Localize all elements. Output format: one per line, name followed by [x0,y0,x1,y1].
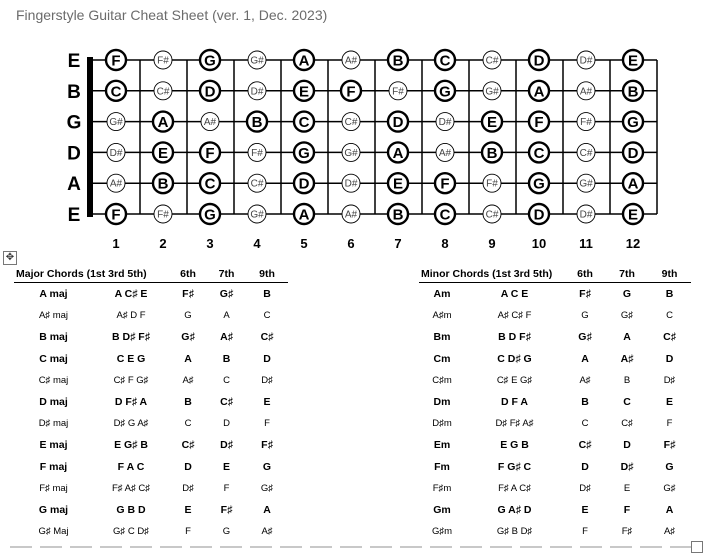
note-label: A [298,52,310,70]
table-row [14,283,288,305]
page-title: Fingerstyle Guitar Cheat Sheet (ver. 1, Dec. 2023) [16,7,328,23]
chord-name: Dm [433,395,451,408]
ninth-note: F [666,417,673,429]
chord-name: B maj [39,330,68,343]
table-row [14,391,288,413]
string-label: G [66,112,82,134]
note-label: A# [344,209,358,221]
seventh-note: D [623,438,631,451]
table-row [14,477,288,499]
table-row [14,413,288,435]
note-label: D [533,52,545,70]
note-label: F# [580,117,592,129]
table-row [419,283,691,305]
chord-name: Cm [433,352,451,365]
sixth-note: D [581,460,589,473]
note-label: F [111,206,121,224]
note-label: F [346,83,356,101]
note-label: G [533,175,545,193]
ninth-note: A [665,503,674,516]
sixth-note: G [581,309,589,321]
ninth-note: C♯ [663,330,676,343]
seventh-note: F [623,503,631,516]
seventh-note: G♯ [219,287,234,300]
sixth-note: G♯ [181,330,195,343]
note-label: F# [392,86,404,98]
fret-number: 1 [112,236,120,251]
ninth-note: A♯ [663,525,676,537]
note-label: E [627,206,639,224]
chord-name: C♯m [432,374,452,386]
note-label: C# [485,55,499,67]
sixth-note: D♯ [182,482,194,494]
chord-name: D♯ maj [38,417,69,429]
note-label: A# [109,178,123,190]
table-row [14,326,288,348]
note-label: C# [579,147,593,159]
table-row [419,326,691,348]
sixth-note: C [581,417,589,429]
note-label: A# [344,55,358,67]
note-label: G# [579,178,593,190]
ninth-note: D♯ [663,374,676,386]
sixth-note: G♯ [578,330,592,343]
chord-name: F maj [39,460,68,473]
fret-number: 12 [625,236,641,251]
note-label: D# [579,55,593,67]
chord-notes: A♯ C♯ F [497,309,532,321]
chord-notes: E G B [500,438,529,451]
table-row [14,434,288,456]
note-label: C [533,144,545,162]
sixth-note: A [581,352,589,365]
note-label: F# [486,178,498,190]
note-label: D# [438,117,452,129]
fret-number: 10 [531,236,547,251]
note-label: D# [250,86,264,98]
fret-number: 11 [579,236,593,251]
ninth-note: G♯ [260,482,274,494]
note-label: B [392,206,404,224]
note-label: E [486,114,498,132]
chord-notes: C♯ F G♯ [113,374,149,386]
chord-name: Am [433,287,451,300]
major-chords-table [14,265,288,542]
note-label: A# [203,117,217,129]
chord-notes: G B D [116,503,146,516]
sixth-note: D [184,460,192,473]
note-label: D# [344,178,358,190]
table-row [419,477,691,499]
note-label: E [298,83,310,101]
note-label: E [392,175,404,193]
header-7th: 7th [207,265,246,283]
note-label: C [204,175,216,193]
table-row [14,521,288,543]
ninth-note: F♯ [663,438,676,451]
header-9th: 9th [648,265,691,283]
page-edge [10,546,692,548]
note-label: C# [156,86,170,98]
table-row [14,348,288,370]
chord-name: G maj [38,503,69,516]
ninth-note: F [264,417,270,429]
note-label: D [298,175,310,193]
chord-notes: G A♯ D [497,503,532,516]
sixth-note: C♯ [578,438,592,451]
ninth-note: D [263,352,271,365]
chord-name: Gm [433,503,451,516]
seventh-note: F [223,482,230,494]
seventh-note: A [223,309,230,321]
ninth-note: C♯ [260,330,274,343]
table-row [419,434,691,456]
note-label: A [627,175,639,193]
header-9th: 9th [246,265,288,283]
note-label: G [204,206,216,224]
note-label: C [110,83,122,101]
table-header [14,265,288,283]
note-label: F [205,144,215,162]
sixth-note: C [184,417,192,429]
chord-notes: C D♯ G [497,352,532,365]
seventh-note: G♯ [620,309,634,321]
fret-number: 9 [488,236,496,251]
chord-notes: F A C [117,460,145,473]
note-label: D# [579,209,593,221]
table-row [419,369,691,391]
chord-notes: A C♯ E [114,287,148,300]
seventh-note: C [223,374,230,386]
chord-notes: G♯ B D♯ [496,525,533,537]
seventh-note: G [622,287,632,300]
header-7th: 7th [606,265,648,283]
note-label: G [298,144,310,162]
note-label: B [486,144,498,162]
chord-name: Bm [433,330,451,343]
chord-name: G♯m [431,525,453,537]
table-row [14,499,288,521]
note-label: D [627,144,639,162]
seventh-note: F♯ [220,503,233,516]
sixth-note: E [581,503,589,516]
seventh-note: G [222,525,231,537]
ninth-note: C [666,309,673,321]
chord-name: F♯ maj [39,482,68,494]
chord-name: C maj [39,352,68,365]
table-row [14,456,288,478]
chord-notes: E G♯ B [114,438,148,451]
sixth-note: E [184,503,192,516]
note-label: D# [109,147,123,159]
note-label: G# [250,55,264,67]
chord-notes: F♯ A♯ C♯ [111,482,150,494]
note-label: D [204,83,216,101]
fret-number: 3 [206,236,214,251]
fretboard-diagram [0,0,714,260]
string-label: B [67,81,81,103]
chord-notes: A♯ D F [116,309,146,321]
note-label: A [392,144,404,162]
note-label: G# [485,86,499,98]
chord-notes: C♯ E G♯ [496,374,533,386]
note-label: C# [344,117,358,129]
note-label: A# [579,86,593,98]
chord-notes: F♯ A C♯ [498,482,531,494]
note-label: E [627,52,639,70]
note-label: A# [438,147,452,159]
seventh-note: C [623,395,631,408]
note-label: B [157,175,169,193]
ninth-note: G♯ [663,482,676,494]
fret-number: 2 [159,236,167,251]
note-label: G [204,52,216,70]
ninth-note: G [262,460,272,473]
string-label: A [67,174,81,196]
header-chords: Minor Chords (1st 3rd 5th) [419,265,564,283]
ninth-note: A [263,503,271,516]
chord-name: C♯ maj [38,374,69,386]
fret-number: 7 [394,236,402,251]
table-row [419,391,691,413]
seventh-note: D♯ [220,438,233,451]
ninth-note: D♯ [261,374,273,386]
chord-notes: D F♯ A [114,395,148,408]
header-6th: 6th [169,265,207,283]
ninth-note: A♯ [261,525,273,537]
seventh-note: E [623,482,631,494]
sixth-note: F♯ [182,287,194,300]
seventh-note: D♯ [620,460,634,473]
ninth-note: F♯ [261,438,273,451]
note-label: D [392,114,404,132]
note-label: D [533,206,545,224]
chord-name: A♯ maj [38,309,69,321]
note-label: C [298,114,310,132]
ninth-note: D [665,352,674,365]
ninth-note: G [665,460,674,473]
note-label: F# [157,55,169,67]
chord-name: D♯m [432,417,452,429]
chord-notes: B D F♯ [498,330,531,343]
fret-number: 8 [441,236,449,251]
header-6th: 6th [564,265,606,283]
note-label: C [439,206,451,224]
sixth-note: F♯ [579,287,591,300]
sixth-note: G [184,309,192,321]
ninth-note: E [665,395,673,408]
string-label: E [67,51,81,72]
note-label: B [251,114,263,132]
seventh-note: A♯ [620,352,634,365]
chord-notes: D♯ F♯ A♯ [495,417,534,429]
note-label: B [627,83,639,101]
table-row [419,413,691,435]
chord-name: Fm [434,460,450,473]
note-label: G [439,83,451,101]
table-row [419,499,691,521]
chord-name: A♯m [432,309,452,321]
chord-notes: F G♯ C [497,460,532,473]
seventh-note: E [222,460,230,473]
nut [87,57,93,217]
note-label: C [439,52,451,70]
chord-notes: D♯ G A♯ [113,417,149,429]
sixth-note: A♯ [182,374,194,386]
note-label: F# [251,147,263,159]
table-header [419,265,691,283]
seventh-note: A [623,330,631,343]
table-row [419,305,691,327]
sixth-note: F [582,525,588,537]
chord-notes: G♯ C D♯ [113,525,149,537]
note-label: E [157,144,169,162]
note-label: A [157,114,169,132]
ninth-note: E [263,395,271,408]
note-label: F [111,52,121,70]
sixth-note: C♯ [181,438,195,451]
note-label: G# [109,117,123,129]
string-label: D [67,143,81,165]
table-resize-handle[interactable] [691,541,703,553]
note-label: A [533,83,545,101]
note-label: F [534,114,544,132]
seventh-note: C♯ [220,395,233,408]
chord-name: A maj [39,287,68,300]
chord-notes: C E G [116,352,146,365]
header-chords: Major Chords (1st 3rd 5th) [14,265,169,283]
note-label: C# [485,209,499,221]
sixth-note: A [184,352,192,365]
chord-name: Em [433,438,451,451]
ninth-note: B [665,287,674,300]
sixth-note: A♯ [579,374,591,386]
table-row [14,305,288,327]
note-label: G# [344,147,358,159]
ninth-note: C [263,309,271,321]
fret-number: 5 [300,236,308,251]
note-label: G# [250,209,264,221]
note-label: G [627,114,639,132]
table-row [14,369,288,391]
table-row [419,348,691,370]
note-label: F# [157,209,169,221]
seventh-note: F♯ [621,525,633,537]
seventh-note: A♯ [220,330,233,343]
chord-notes: D F A [500,395,529,408]
seventh-note: C♯ [621,417,633,429]
minor-chords-table [419,265,691,542]
note-label: A [298,206,310,224]
sixth-note: B [184,395,192,408]
fret-number: 6 [347,236,355,251]
chord-name: F♯m [432,482,452,494]
table-row [419,521,691,543]
chord-notes: A C E [500,287,529,300]
table-row [419,456,691,478]
note-label: B [392,52,404,70]
chord-notes: B D♯ F♯ [112,330,150,343]
sixth-note: D♯ [579,482,591,494]
chord-name: E maj [39,438,68,451]
fret-number: 4 [253,236,261,251]
seventh-note: D [223,417,230,429]
ninth-note: B [263,287,271,300]
chord-name: D maj [39,395,68,408]
sixth-note: B [581,395,589,408]
string-label: E [67,205,81,226]
chord-name: G♯ Maj [38,525,69,537]
sixth-note: F [185,525,191,537]
seventh-note: B [222,352,231,365]
note-label: C# [250,178,264,190]
note-label: F [440,175,450,193]
table-move-handle[interactable]: ✥ [3,251,17,265]
seventh-note: B [623,374,631,386]
